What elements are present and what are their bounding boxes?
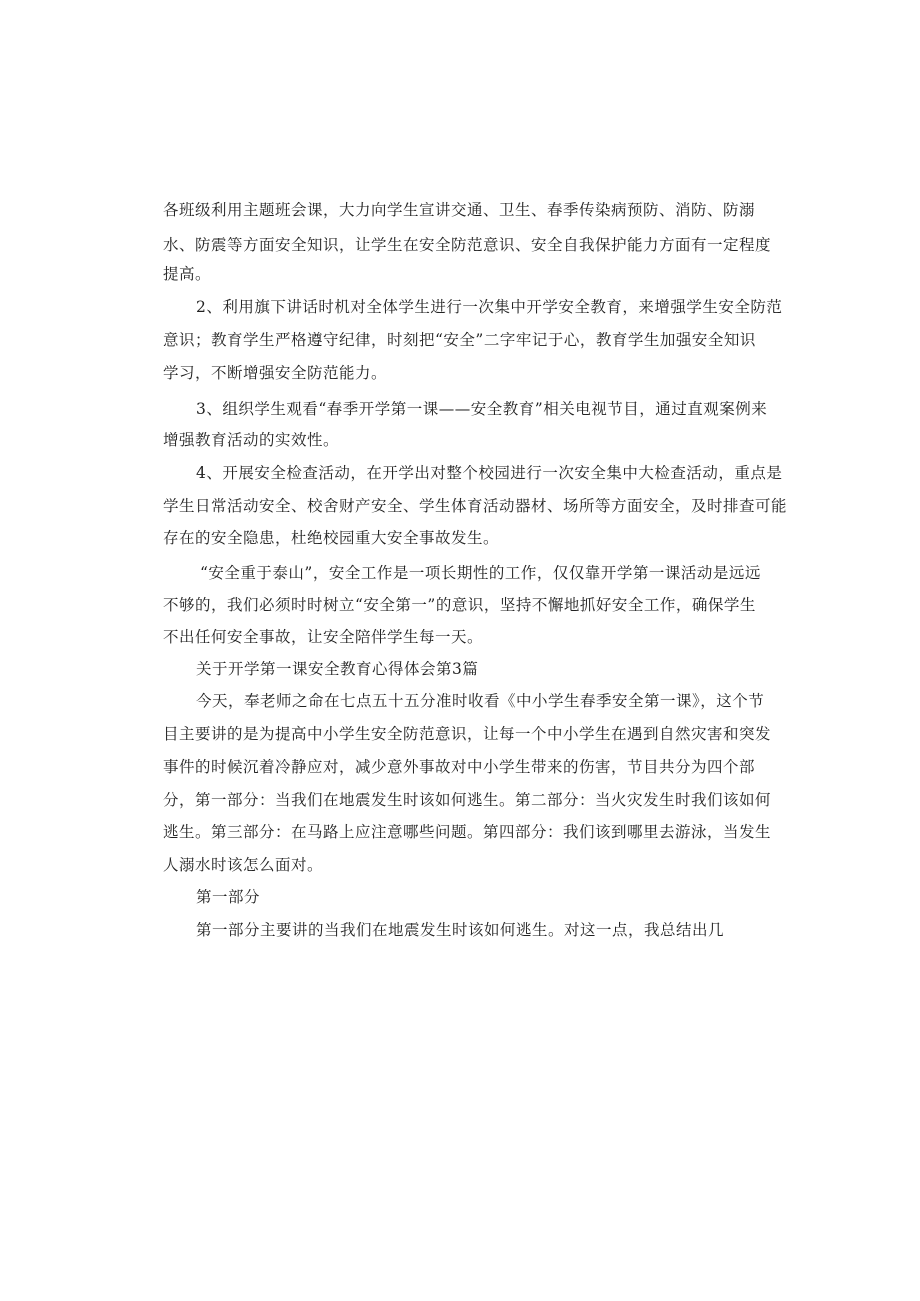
text-line: 增强教育活动的实效性。 (163, 431, 340, 449)
text-line: 存在的安全隐患，杜绝校园重大安全事故发生。 (163, 529, 500, 547)
text-line: 今天，奉老师之命在七点五十五分准时收看《中小学生春季安全第一课》，这个节 (196, 692, 765, 710)
text-line: 人溺水时该怎么面对。 (163, 856, 324, 874)
text-line: 3、组织学生观看“春季开学第一课——安全教育”相关电视节目，通过直观案例来 (196, 400, 768, 418)
text-line: 学生日常活动安全、校舍财产安全、学生体育活动器材、场所等方面安全，及时排查可能 (163, 497, 788, 515)
text-line: 各班级利用主题班会课，大力向学生宣讲交通、卫生、春季传染病预防、消防、防溺 (163, 201, 756, 219)
text-line: 事件的时候沉着冷静应对，减少意外事故对中小学生带来的伤害，节目共分为四个部 (163, 758, 756, 776)
text-line: 第一部分主要讲的当我们在地震发生时该如何逃生。对这一点，我总结出几 (196, 921, 725, 939)
text-line: 意识；教育学生严格遵守纪律，时刻把“安全”二字牢记于心，教育学生加强安全知识 (163, 331, 756, 349)
text-line: 4、开展安全检查活动，在开学出对整个校园进行一次安全集中大检查活动，重点是 (196, 464, 783, 482)
text-line: 2、利用旗下讲话时机对全体学生进行一次集中开学安全教育，来增强学生安全防范 (196, 298, 783, 316)
text-line: 目主要讲的是为提高中小学生安全防范意识，让每一个中小学生在遇到自然灾害和突发 (163, 725, 772, 743)
text-line: 提高。 (163, 265, 212, 283)
text-line: 学习，不断增强安全防范能力。 (163, 364, 388, 382)
text-line: “安全重于泰山”，安全工作是一项长期性的工作，仅仅靠开学第一课活动是远远 (200, 564, 761, 582)
section-heading: 关于开学第一课安全教育心得体会第3篇 (196, 660, 479, 678)
text-line: 逃生。第三部分：在马路上应注意哪些问题。第四部分：我们该到哪里去游泳，当发生 (163, 823, 772, 841)
subsection-heading: 第一部分 (196, 888, 261, 906)
text-line: 水、防震等方面安全知识，让学生在安全防范意识、安全自我保护能力方面有一定程度 (163, 236, 772, 254)
text-line: 分，第一部分：当我们在地震发生时该如何逃生。第二部分：当火灾发生时我们该如何 (163, 791, 772, 809)
text-line: 不够的，我们必须时时树立“安全第一”的意识，坚持不懈地抓好安全工作，确保学生 (163, 596, 756, 614)
text-line: 不出任何安全事故，让安全陪伴学生每一天。 (163, 628, 484, 646)
